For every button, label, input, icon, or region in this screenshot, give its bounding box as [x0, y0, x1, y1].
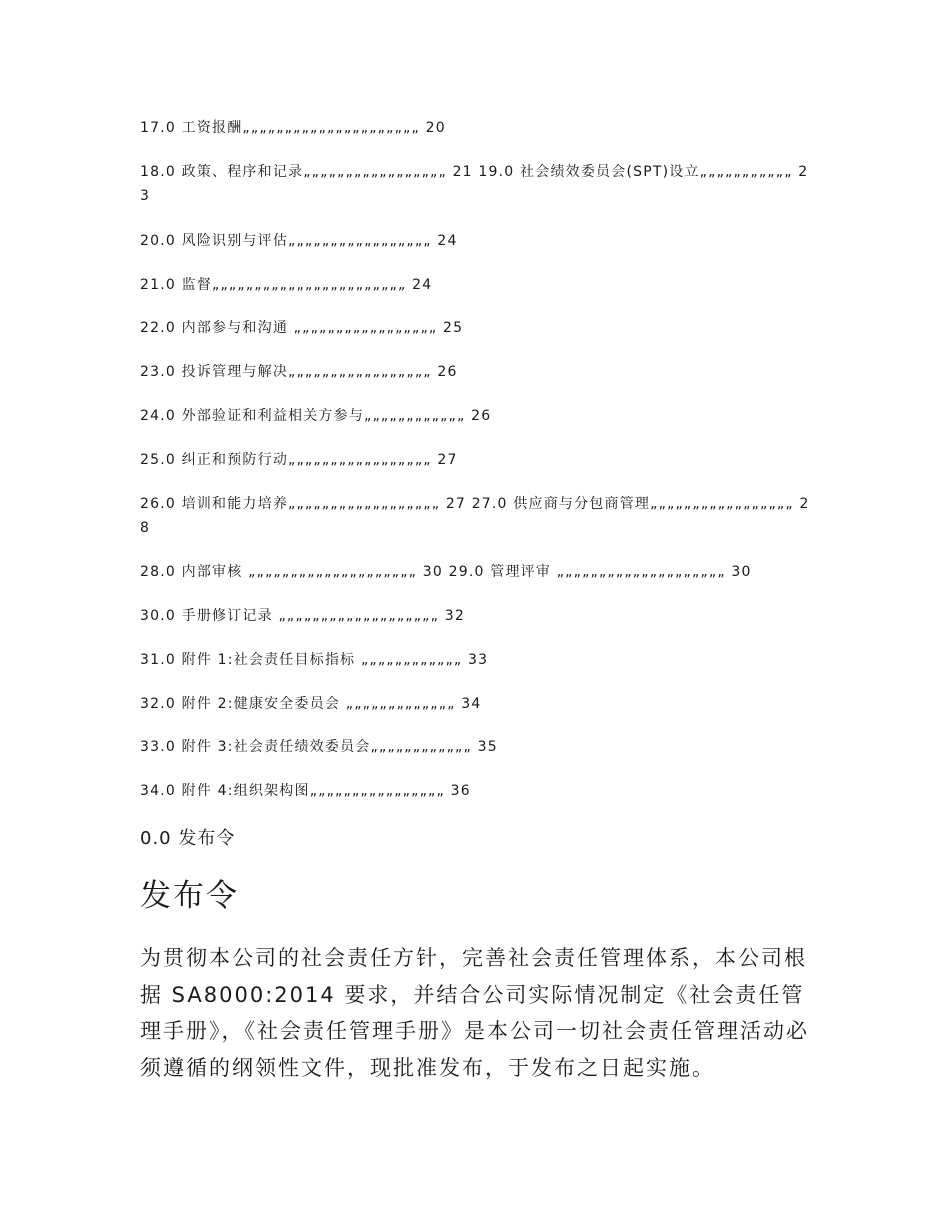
toc-entry: 17.0 工资报酬„„„„„„„„„„„„„„„„„„„„„ 20 — [140, 120, 446, 136]
toc-entry: 28.0 内部审核 „„„„„„„„„„„„„„„„„„„„ 30 29.0 管理评审 „„„„„„„„„„„„„„„„„„„„ 30 — [140, 564, 752, 580]
toc-entry: 20.0 风险识别与评估„„„„„„„„„„„„„„„„„ 24 — [140, 233, 458, 249]
toc-entry: 21.0 监督„„„„„„„„„„„„„„„„„„„„„„„ 24 — [140, 277, 433, 293]
toc-entry: 24.0 外部验证和利益相关方参与„„„„„„„„„„„„ 26 — [140, 408, 492, 424]
toc-entry: 26.0 培训和能力培养„„„„„„„„„„„„„„„„„„ 27 27.0 供应商与分包商管理„„„„„„„„„„„„„„„„„ 28 — [140, 496, 810, 536]
toc-entry: 32.0 附件 2:健康安全委员会 „„„„„„„„„„„„„ 34 — [140, 696, 482, 712]
toc-entry: 30.0 手册修订记录 „„„„„„„„„„„„„„„„„„„ 32 — [140, 608, 465, 624]
body-paragraph: 为贯彻本公司的社会责任方针，完善社会责任管理体系，本公司根据 SA8000:2014 要求，并结合公司实际情况制定《社会责任管理手册》，《社会责任管理手册》是本公司一切社会责任管理活动必须遵循的纲领性文件，现批准发布，于发布之日起实施。 — [140, 946, 809, 1080]
section-label: 0.0 发布令 — [140, 828, 236, 849]
toc-entry: 25.0 纠正和预防行动„„„„„„„„„„„„„„„„„ 27 — [140, 452, 458, 468]
page-title: 发布令 — [140, 878, 239, 914]
toc-entry: 34.0 附件 4:组织架构图„„„„„„„„„„„„„„„„ 36 — [140, 783, 471, 799]
toc-entry: 31.0 附件 1:社会责任目标指标 „„„„„„„„„„„„ 33 — [140, 652, 489, 668]
toc-entry: 33.0 附件 3:社会责任绩效委员会„„„„„„„„„„„„ 35 — [140, 739, 498, 755]
toc-entry: 18.0 政策、程序和记录„„„„„„„„„„„„„„„„„ 21 19.0 社会绩效委员会(SPT)设立„„„„„„„„„„„ 23 — [140, 164, 809, 204]
toc-entry: 23.0 投诉管理与解决„„„„„„„„„„„„„„„„„ 26 — [140, 364, 458, 380]
toc-entry: 22.0 内部参与和沟通 „„„„„„„„„„„„„„„„„ 25 — [140, 320, 464, 336]
